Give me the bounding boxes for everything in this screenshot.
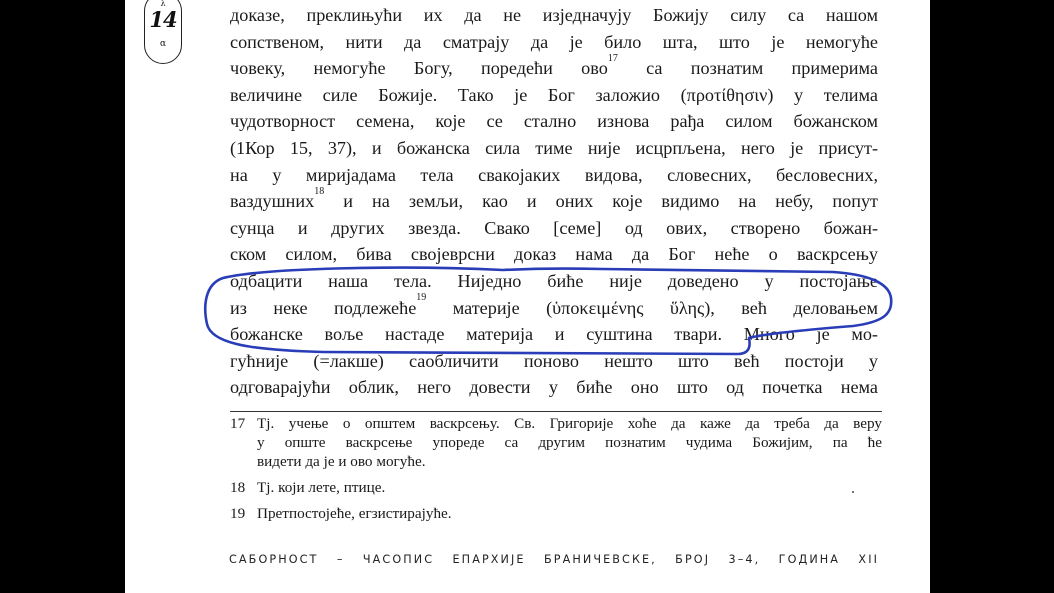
text-line: ваздушних$^{18}$ и на земљи, као и оних које видимо на небу, попут xyxy=(230,186,879,212)
text-line: сопственом, нити да сматрају да је било шта, што је немогуће xyxy=(230,31,878,52)
text-line: на у миријадама тела свакојаких видова, словесних, бесловесних, xyxy=(230,164,878,185)
footnote-19 xyxy=(230,504,882,523)
footnote-number: 18 xyxy=(230,479,246,496)
footnote-line: Тј. који лете, птице. xyxy=(257,479,386,496)
page-number-badge xyxy=(144,0,182,64)
footnotes xyxy=(230,414,882,530)
page-number: 14 xyxy=(149,7,177,32)
badge-top-letter: λ xyxy=(160,0,166,8)
text-line: величине силе Божије. Тако је Бог заложио (προτίθησιν) у телима xyxy=(230,84,878,105)
footnote-line: видети да је и ово могуће. xyxy=(257,453,426,470)
badge-bottom-letter: α xyxy=(159,39,167,49)
text-line: доказе, преклињући их да не изједначују Божију силу са нашом xyxy=(230,5,878,25)
footnote-ref-17: 17 xyxy=(607,53,618,65)
text-line: одговарајући облик, него довести у биће оно што од почетка нема xyxy=(230,377,878,398)
footnote-line: Претпостојеће, егзистирајуће. xyxy=(257,505,452,522)
text-line: сунца и других звезда. Свако [семе] од ових, створено божан- xyxy=(230,217,878,238)
footnote-number: 17 xyxy=(230,415,246,432)
text-line: божанске воље настаде материја и суштина твари. Много је мо- xyxy=(230,324,878,345)
footnote-line: Тј. учење о општем васкрсењу. Св. Григорије хоће да каже да треба да веру xyxy=(257,415,882,432)
text-line: човеку, немогуће Богу, поредећи ово$^{17}$ са познатим примерима xyxy=(230,53,878,79)
text-line: ском силом, бива својеврсни доказ нама да Бог неће о васкрсењу xyxy=(230,244,878,265)
text-line: одбацити наша тела. Ниједно биће није доведено у постојање xyxy=(230,270,878,291)
footnote-ref-19: 19 xyxy=(416,292,427,304)
running-footer: САБОРНОСТ – ЧАСОПИС ЕПАРХИЈЕ БРАНИЧЕВСКЕ, БРОЈ 3–4, ГОДИНА XII xyxy=(229,553,879,566)
footnote-number: 19 xyxy=(230,505,246,522)
text-line: (1Кор 15, 37), и божанска сила тиме није исцрпљена, него је присут- xyxy=(230,137,878,158)
footnote-line: у опште васкрсење упореде са другим познатим чудима Божијим, па ће xyxy=(257,434,882,451)
text-line: чудотворност семена, које се стално изнова рађа силом божанском xyxy=(230,111,878,132)
footnote-ref-18: 18 xyxy=(314,186,325,198)
footnote-17 xyxy=(230,414,882,471)
text-line: из неке подлежеће$^{19}$ материје (ὑποκειμένης ὕλης), већ деловањем xyxy=(230,292,878,318)
speck-mark xyxy=(852,491,854,493)
body-text xyxy=(230,2,878,401)
footnote-18 xyxy=(230,478,882,497)
document-page xyxy=(125,0,930,593)
footnote-divider xyxy=(230,411,882,412)
text-line: гућније (=лакше) саобличити поново нешто што већ постоји у xyxy=(230,350,878,371)
